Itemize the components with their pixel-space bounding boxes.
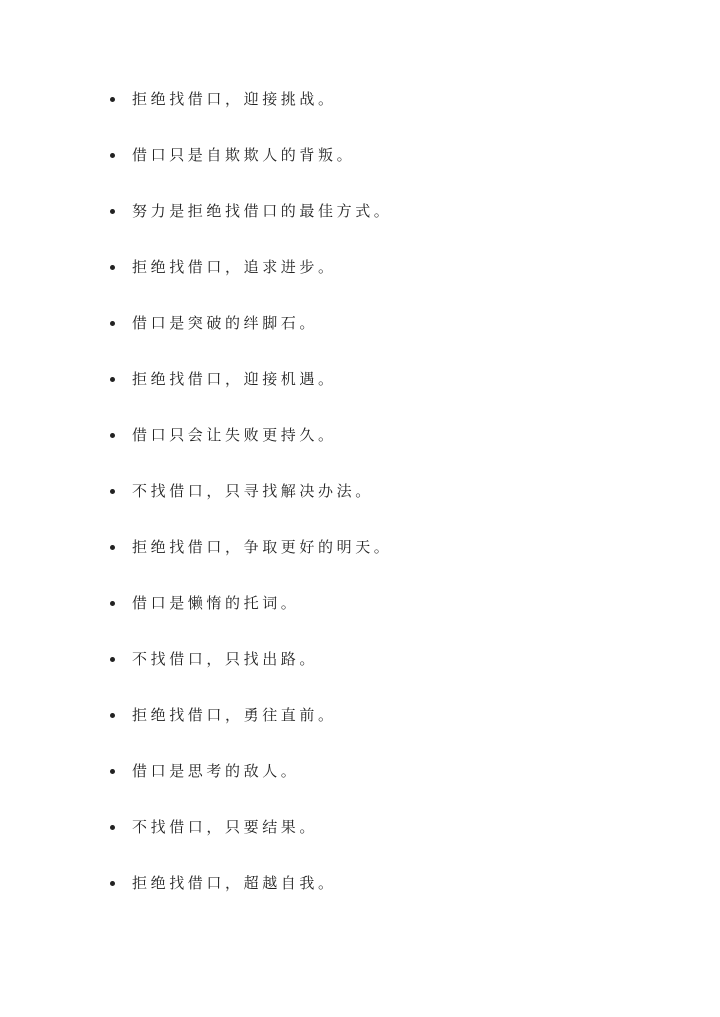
list-item-text: 拒绝找借口，追求进步。 — [132, 258, 337, 276]
list-item — [0, 534, 720, 590]
bullet-icon — [110, 97, 115, 102]
list-item-text: 借口是懒惰的托词。 — [132, 594, 300, 612]
list-item-text: 借口是思考的敌人。 — [132, 762, 300, 780]
list-item — [0, 478, 720, 534]
bullet-icon — [110, 825, 115, 830]
list-item — [0, 870, 720, 926]
list-item — [0, 86, 720, 142]
list-item-text: 拒绝找借口，争取更好的明天。 — [132, 538, 393, 556]
list-item-text: 努力是拒绝找借口的最佳方式。 — [132, 202, 393, 220]
bullet-icon — [110, 657, 115, 662]
bullet-icon — [110, 265, 115, 270]
list-item — [0, 422, 720, 478]
bullet-list — [0, 86, 720, 926]
bullet-icon — [110, 433, 115, 438]
bullet-icon — [110, 713, 115, 718]
list-item — [0, 310, 720, 366]
list-item — [0, 702, 720, 758]
list-item — [0, 646, 720, 702]
list-item — [0, 814, 720, 870]
list-item-text: 拒绝找借口，迎接挑战。 — [132, 90, 337, 108]
bullet-icon — [110, 881, 115, 886]
bullet-icon — [110, 489, 115, 494]
bullet-icon — [110, 377, 115, 382]
list-item-text: 拒绝找借口，迎接机遇。 — [132, 370, 337, 388]
list-item-text: 不找借口，只寻找解决办法。 — [132, 482, 374, 500]
list-item-text: 借口只是自欺欺人的背叛。 — [132, 146, 356, 164]
list-item — [0, 254, 720, 310]
list-item-text: 不找借口，只找出路。 — [132, 650, 319, 668]
list-item — [0, 142, 720, 198]
list-item — [0, 198, 720, 254]
list-item-text: 拒绝找借口，超越自我。 — [132, 874, 337, 892]
bullet-icon — [110, 545, 115, 550]
list-item-text: 不找借口，只要结果。 — [132, 818, 319, 836]
bullet-icon — [110, 321, 115, 326]
list-item-text: 借口是突破的绊脚石。 — [132, 314, 319, 332]
bullet-icon — [110, 601, 115, 606]
list-item-text: 借口只会让失败更持久。 — [132, 426, 337, 444]
list-item-text: 拒绝找借口，勇往直前。 — [132, 706, 337, 724]
list-item — [0, 366, 720, 422]
list-item — [0, 758, 720, 814]
bullet-icon — [110, 209, 115, 214]
list-item — [0, 590, 720, 646]
bullet-icon — [110, 769, 115, 774]
bullet-icon — [110, 153, 115, 158]
